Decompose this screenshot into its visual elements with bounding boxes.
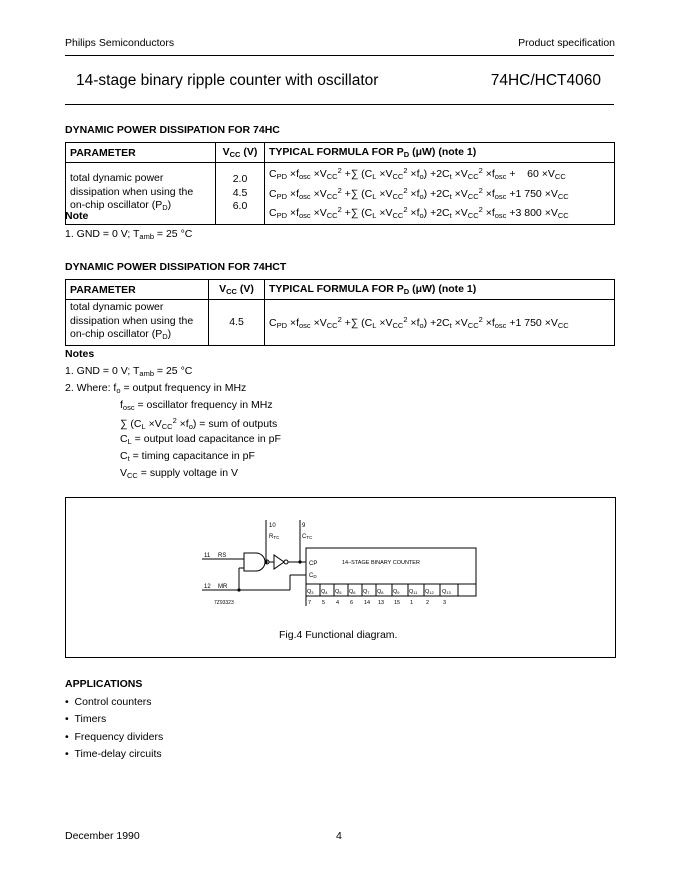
output-label-q5: Q5 <box>335 589 342 595</box>
nand-gate <box>244 553 265 571</box>
page-number: 4 <box>336 830 342 842</box>
counter-label: 14–STAGE BINARY COUNTER <box>342 560 420 566</box>
figure-caption: Fig.4 Functional diagram. <box>279 629 398 641</box>
output-pin-number: 15 <box>394 600 401 606</box>
pin-rtc-label: RTC <box>269 534 280 540</box>
section-heading-74hc: DYNAMIC POWER DISSIPATION FOR 74HC <box>65 124 280 136</box>
col-formula: TYPICAL FORMULA FOR $P_D$ (μW) (note 1) <box>265 280 615 300</box>
col-parameter: PARAMETER <box>66 280 209 300</box>
formula-cell <box>265 300 615 346</box>
table-header-row <box>66 280 615 300</box>
definition-sum: ∑ $(C_L \times V_{CC}^2 \times f_o)$ = sum of outputs <box>120 416 278 431</box>
output-label-q7: Q7 <box>363 589 370 595</box>
formula-cell <box>265 163 615 225</box>
cp-label: CP <box>309 561 318 567</box>
parameter-cell: total dynamic power dissipation when using the on-chip oscillator $(P_D)$ <box>66 300 209 346</box>
header-rule <box>65 55 614 56</box>
figure-box <box>65 497 616 658</box>
output-pin-number: 2 <box>426 600 430 606</box>
output-label-q4: Q4 <box>321 589 328 595</box>
definition-fosc: $f_{osc}$ = oscillator frequency in MHz <box>120 399 273 412</box>
pin-ctc-label: CTC <box>302 534 313 540</box>
output-label-q12: Q12 <box>425 589 434 595</box>
list-item: • Timers <box>65 713 107 725</box>
definition-ct: $C_t = timing$ capacitance in pF <box>120 450 255 463</box>
note-1: 1. GND = 0 V; $T_{amb} = 25$ °C <box>65 228 193 241</box>
document-type: Product specification <box>518 37 615 49</box>
output-label-q11: Q11 <box>409 589 418 595</box>
output-pin-number: 4 <box>336 600 340 606</box>
table-74hct <box>65 279 615 346</box>
definition-vcc: $V_{CC}$ = supply voltage in V <box>120 467 238 480</box>
inverter <box>274 555 284 569</box>
formula-line: $C_{PD} \times f_{osc} \times V_{CC}^2$ +∑ $(C_L \times V_{CC}^2 \times f_o) +2C_t \times V_{CC}^2 \times f_{osc} +1$ $750 \times V_{CC}$ <box>269 314 569 330</box>
company-name: Philips Semiconductors <box>65 37 175 49</box>
table-row <box>66 300 615 346</box>
output-pin-number: 7 <box>308 600 312 606</box>
output-label-q3: Q3 <box>307 589 314 595</box>
col-vcc: $V_{CC}$ (V) <box>216 143 265 163</box>
pin-rs-number: 11 <box>204 553 211 559</box>
output-label-q13: Q13 <box>442 589 451 595</box>
table-row <box>66 163 615 225</box>
cd-label: CD <box>309 573 317 579</box>
col-vcc: $V_{CC}$ (V) <box>209 280 265 300</box>
vcc-cell: 2.0 4.5 6.0 <box>216 163 265 225</box>
col-parameter: PARAMETER <box>66 143 216 163</box>
output-label-q9: Q9 <box>393 589 400 595</box>
formula-line: $C_{PD} \times f_{osc} \times V_{CC}^2$ +∑ $(C_L \times V_{CC}^2 \times f_o) +2C_t \times V_{CC}^2 \times f_{osc} +3$ $800 \times V_{CC}$ <box>269 205 569 220</box>
table-74hc <box>65 142 615 225</box>
table-header-row <box>66 143 615 163</box>
output-label-q8: Q8 <box>377 589 384 595</box>
output-pin-number: 1 <box>410 600 414 606</box>
part-number: 74HC/HCT4060 <box>490 72 601 89</box>
output-pin-number: 6 <box>350 600 354 606</box>
col-formula: TYPICAL FORMULA FOR $P_D$ (μW) (note 1) <box>265 143 615 163</box>
pin-mr-number: 12 <box>204 584 211 590</box>
pin-mr-label: MR <box>218 584 228 590</box>
list-item: • Control counters <box>65 696 152 708</box>
definition-cl: $C_L$ = output load capacitance in pF <box>120 433 281 446</box>
list-item: • Time-delay circuits <box>65 748 162 760</box>
pin-rtc-number: 10 <box>269 523 276 529</box>
output-pin-number: 14 <box>364 600 371 606</box>
parameter-cell: total dynamic power dissipation when using the on-chip oscillator $(P_D)$ <box>66 163 216 225</box>
section-heading-74hct: DYNAMIC POWER DISSIPATION FOR 74HCT <box>65 261 287 273</box>
title-rule <box>65 104 614 105</box>
note-heading: Note <box>65 210 89 222</box>
drawing-code: 7Z93323 <box>214 600 234 606</box>
formula-line: $C_{PD} \times f_{osc} \times V_{CC}^2$ +∑ $(C_L \times V_{CC}^2 \times f_o) +2C_t \times V_{CC}^2 \times f_{osc} +1$ $750 \times V_{CC}$ <box>269 185 569 201</box>
applications-heading: APPLICATIONS <box>65 678 143 690</box>
formula-line: $C_{PD} \times f_{osc} \times V_{CC}^2$ +∑ $(C_L \times V_{CC}^2 \times f_o) +2C_t \times V_{CC}^2 \times f_{osc}$ + $60 \times V_{CC}$ <box>269 166 566 181</box>
notes-heading: Notes <box>65 348 95 360</box>
pin-ctc-number: 9 <box>302 523 306 529</box>
note-1: 1. GND = 0 V; $T_{amb} = 25$ °C <box>65 365 193 378</box>
footer-date: December 1990 <box>65 830 140 842</box>
list-item: • Frequency dividers <box>65 731 164 743</box>
output-labels <box>307 589 452 606</box>
output-label-q6: Q6 <box>349 589 356 595</box>
counter-block <box>306 548 476 584</box>
output-pin-number: 5 <box>322 600 326 606</box>
vcc-cell: 4.5 <box>209 300 265 346</box>
pin-rs-label: RS <box>218 553 227 559</box>
document-title: 14-stage binary ripple counter with oscillator <box>76 72 379 89</box>
note-2: 2. Where: $f_o$ = output frequency in MHz <box>65 382 247 395</box>
output-pin-number: 3 <box>443 600 447 606</box>
output-pin-number: 13 <box>378 600 385 606</box>
